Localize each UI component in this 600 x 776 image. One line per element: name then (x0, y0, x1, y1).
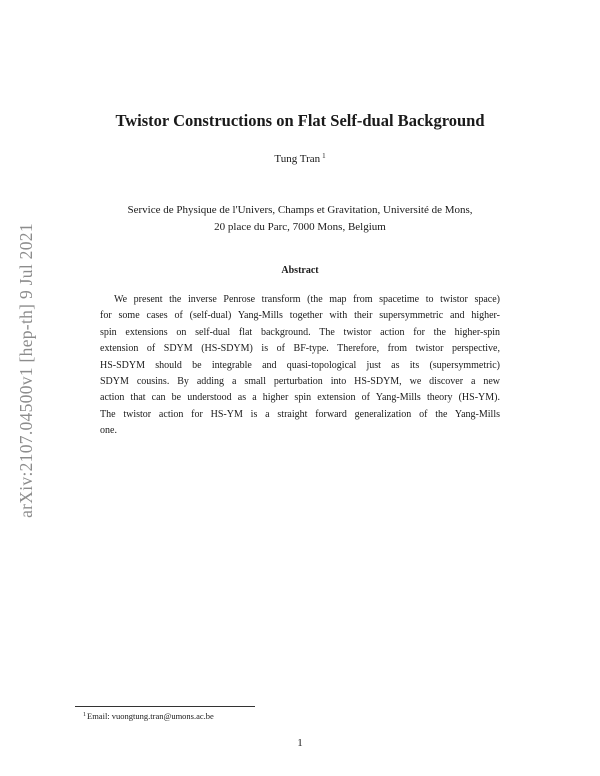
abstract-heading: Abstract (281, 265, 319, 276)
arxiv-identifier-stamp (12, 205, 40, 535)
affiliation-line: Service de Physique de l'Univers, Champs et Gravitation, Université de Mons, (127, 204, 473, 216)
abstract-line: action that can be understood as a higher spin extension of Yang-Mills theory (HS-YM). (100, 392, 500, 404)
abstract-line: SDYM cousins. By adding a small perturbation into HS-SDYM, we discover a new (100, 376, 500, 388)
paper-title: Twistor Constructions on Flat Self-dual Background (115, 111, 485, 130)
affiliation-line: 20 place du Parc, 7000 Mons, Belgium (214, 221, 386, 233)
abstract-line: The twistor action for HS-YM is a straight forward generalization of the Yang-Mills (100, 408, 500, 420)
abstract-line: HS-SDYM should be integrable and quasi-topological just as its (supersymmetric) (100, 359, 500, 371)
author-footnote-marker: 1 (322, 152, 326, 160)
footnote-rule (75, 706, 255, 707)
author-name: Tung Tran (274, 153, 321, 165)
footnote-text: Email: vuongtung.tran@umons.ac.be (87, 711, 214, 721)
abstract-body (100, 292, 500, 440)
page-number: 1 (297, 737, 303, 749)
footnote (83, 711, 214, 721)
arxiv-identifier: arXiv:2107.04500v1 [hep-th] 9 Jul 2021 (15, 222, 36, 518)
abstract-line: one. (100, 425, 117, 437)
abstract-line: for some cases of (self-dual) Yang-Mills together with their supersymmetric and higher- (100, 310, 500, 322)
footnote-marker: 1 (83, 712, 86, 718)
abstract-line: extension of SDYM (HS-SDYM) is of BF-type. Therefore, from twistor perspective, (100, 343, 500, 355)
affiliation (80, 202, 520, 236)
author-line (0, 152, 600, 165)
abstract-line: spin extensions on self-dual flat background. The twistor action for the higher-spin (100, 326, 500, 338)
abstract-line: We present the inverse Penrose transform (the map from spacetime to twistor space) (114, 294, 500, 305)
